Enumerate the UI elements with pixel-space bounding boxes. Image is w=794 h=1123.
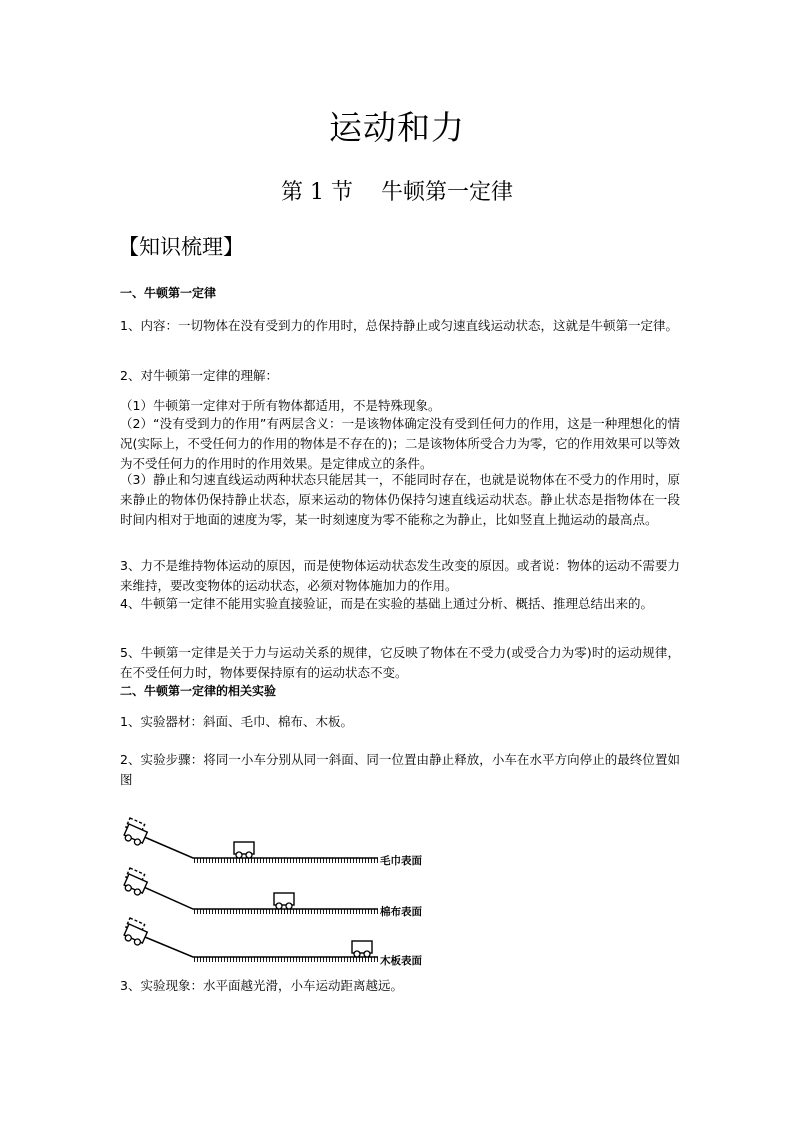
label-cotton-surface: 棉布表面: [380, 906, 422, 918]
part2-item2: 2、实验步骤：将同一小车分别从同一斜面、同一位置由静止释放，小车在水平方向停止的最终位置如图: [120, 752, 680, 787]
part2-item3: 3、实验现象：水平面越光滑，小车运动距离越远。: [120, 978, 403, 993]
section-subtitle: 第 1 节 牛顿第一定律: [281, 180, 513, 205]
part1-item2-2: （2）“没有受到力的作用”有两层含义：一是该物体确定没有受到任何力的作用，这是一种理想化的情况(实际上，不受任何力的作用的物体是不存在的)；二是该物体所受合力为零，它的作用效果可以等效为不受任何力的作用时的作用效果。是定律成立的条件。: [120, 416, 680, 471]
part1-item3: 3、力不是维持物体运动的原因，而是使物体运动状态发生改变的原因。或者说：物体的运动不需要力来维持，要改变物体的运动状态，必须对物体施加力的作用。: [120, 558, 680, 593]
part2-heading: 二、牛顿第一定律的相关实验: [120, 684, 277, 698]
part1-heading: 一、牛顿第一定律: [120, 286, 217, 300]
part1-item4: 4、牛顿第一定律不能用实验直接验证，而是在实验的基础上通过分析、概括、推理总结出来的。: [120, 596, 653, 611]
experiment-diagram: [118, 808, 438, 968]
track-towel: [122, 818, 378, 863]
part1-item2: 2、对牛顿第一定律的理解：: [120, 368, 278, 383]
label-towel-surface: 毛巾表面: [380, 855, 422, 867]
part1-item5: 5、牛顿第一定律是关于力与运动关系的规律，它反映了物体在不受力(或受合力为零)时的运动规律，在不受任何力时，物体要保持原有的运动状态不变。: [120, 645, 680, 680]
cart-stop-cotton: [274, 893, 294, 909]
cart-stop-wood: [352, 941, 372, 957]
track-cotton: [122, 868, 378, 914]
track-wood: [122, 918, 378, 962]
cart-stop-towel: [234, 842, 254, 858]
part1-item2-1: （1）牛顿第一定律对于所有物体都适用，不是特殊现象。: [120, 398, 441, 413]
part1-item2-3: （3）静止和匀速直线运动两种状态只能居其一，不能同时存在，也就是说物体在不受力的作用时，原来静止的物体仍保持静止状态，原来运动的物体仍保持匀速直线运动状态。静止状态是指物体在一段时间内相对于地面的速度为零，某一时刻速度为零不能称之为静止，比如竖直上抛运动的最高点。: [120, 472, 680, 527]
label-wood-surface: 木板表面: [380, 955, 422, 967]
part2-item1: 1、实验器材：斜面、毛巾、棉布、木板。: [120, 714, 353, 729]
page-title: 运动和力: [329, 108, 465, 147]
part1-item1: 1、内容：一切物体在没有受到力的作用时，总保持静止或匀速直线运动状态，这就是牛顿第一定律。: [120, 318, 678, 333]
section-heading: 【知识梳理】: [118, 235, 244, 259]
